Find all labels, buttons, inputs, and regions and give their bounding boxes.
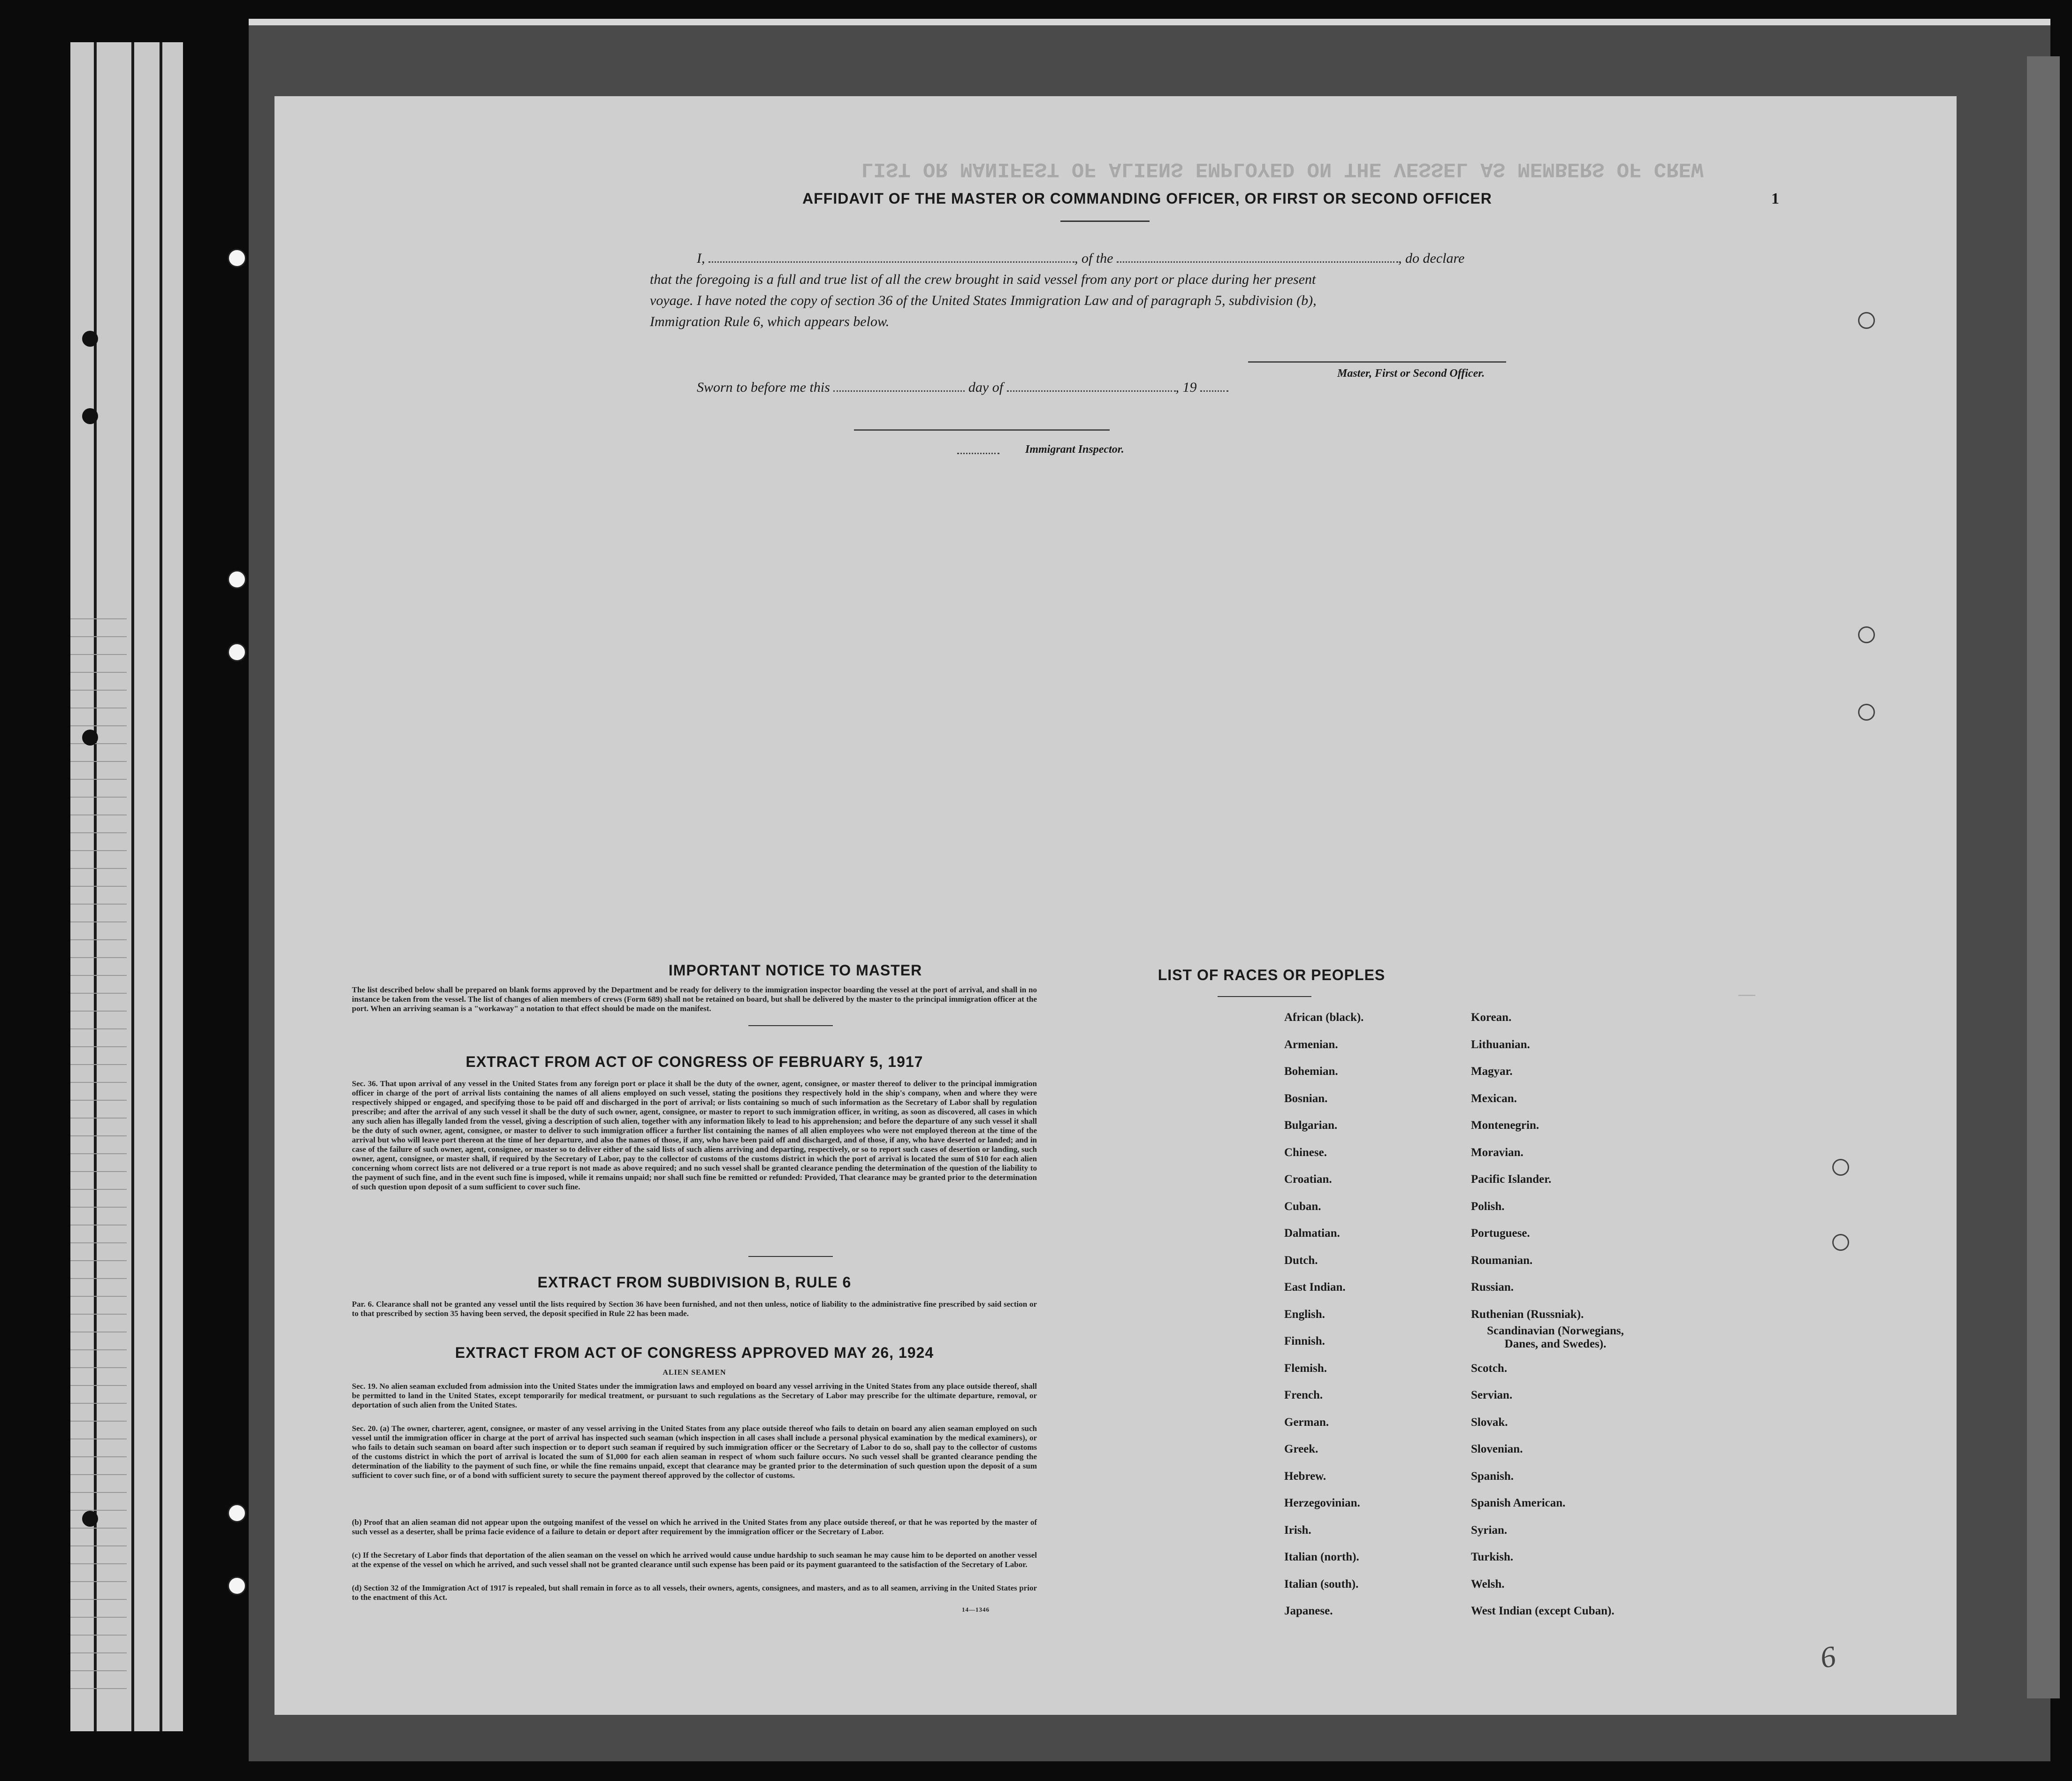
race-item: Lithuanian. xyxy=(1471,1038,1530,1051)
punch-hole-icon xyxy=(228,643,246,662)
extract-rule6-body: Par. 6. Clearance shall not be granted any vessel until the lists required by Section 36 have been furnished, and not then unless, notice of liability to the administrative fine prescribed by said section or to that prescribed by section 35 having been served, the deposit specified in Rule 22 has been made. xyxy=(352,1300,1037,1318)
inspector-dots xyxy=(957,453,999,454)
race-item: Turkish. xyxy=(1471,1551,1514,1563)
race-item: Spanish American. xyxy=(1471,1497,1566,1509)
race-item: African (black). xyxy=(1284,1011,1364,1024)
ledger-grid xyxy=(70,610,127,1689)
race-item: Bulgarian. xyxy=(1284,1119,1338,1132)
race-item: Irish. xyxy=(1284,1523,1311,1537)
races-list-title: LIST OF RACES OR PEOPLES xyxy=(1158,967,1386,983)
race-item: East Indian. xyxy=(1284,1281,1346,1294)
race-item: Korean. xyxy=(1471,1011,1512,1024)
alien-seamen-subtitle: ALIEN SEAMEN xyxy=(663,1369,726,1377)
races-title-rule xyxy=(1218,996,1311,997)
form-code: 14—1346 xyxy=(962,1606,990,1613)
race-item: Italian (south). xyxy=(1284,1577,1359,1591)
race-item: Croatian. xyxy=(1284,1173,1332,1186)
sworn-mid: day of xyxy=(968,380,1004,395)
vessel-blank[interactable] xyxy=(1117,252,1398,263)
inspector-signature-line[interactable] xyxy=(854,429,1110,431)
extract-1917-title: EXTRACT FROM ACT OF CONGRESS OF FEBRUARY 5, 1917 xyxy=(465,1053,923,1070)
binder-line xyxy=(131,42,134,1731)
punch-hole-icon xyxy=(228,249,246,267)
page-number: 1 xyxy=(1771,190,1779,207)
sec-20b-body: (b) Proof that an alien seaman did not appear upon the outgoing manifest of the vessel on which he arrived in the United States from any place outside thereof, or that he was reported by the master of such vessel as a deserter, shall be prima facie evidence of a failure to detain or deport after requirement by the immigration officer or the Secretary of Labor. xyxy=(352,1518,1037,1536)
affidavit-line1-end: , do declare xyxy=(1398,251,1465,266)
day-blank[interactable] xyxy=(833,381,965,392)
sec-20-body: Sec. 20. (a) The owner, charterer, agent, consignee, or master of any vessel arriving in the United States from any place outside thereof who fails to detain on board any alien seaman employed on such vessel until the immigration officer in charge at the port of arrival has inspected such seaman (which inspection in all cases shall include a personal physical examination by the medical examiners), or who fails to detain such seaman on board after such inspection or to deport such seaman if required by such immigration officer or the Secretary of Labor to do so, shall pay to the collector of customs of the customs district in which the port of arrival is located the sum of $1,000 for each alien seaman in respect of whom such failure occurs. No such vessel shall be granted clearance pending the determination of the liability to the payment of such fine, or while the fine remains unpaid, except that clearance may be granted prior to the determination of such question upon the deposit of a sum sufficient to cover such fine, or of a bond with sufficient surety to secure the payment thereof approved by the collector of customs. xyxy=(352,1424,1037,1480)
notice-title: IMPORTANT NOTICE TO MASTER xyxy=(668,962,922,979)
punch-hole-icon xyxy=(228,1504,246,1522)
bleed-through-mark: —— xyxy=(1738,988,1756,1004)
race-item: Scandinavian (Norwegians, Danes, and Swedes). xyxy=(1487,1324,1624,1350)
master-signature-label: Master, First or Second Officer. xyxy=(1337,367,1485,380)
race-item: Syrian. xyxy=(1471,1523,1508,1537)
sec-19-body: Sec. 19. No alien seaman excluded from admission into the United States under the immigration laws and employed on board any vessel arriving in the United States from any place outside thereof, shall be permitted to land in the United States, except temporarily for medical treatment, or pursuant to such regulations as the Secretary of Labor may prescribe for the ultimate departure, removal, or deportation of such alien from the United States. xyxy=(352,1382,1037,1409)
race-item: Japanese. xyxy=(1284,1605,1333,1617)
name-blank[interactable] xyxy=(708,252,1074,263)
year-blank[interactable] xyxy=(1200,381,1228,392)
race-item: Flemish. xyxy=(1284,1362,1327,1375)
race-item: Cuban. xyxy=(1284,1200,1321,1213)
binder-hole-icon xyxy=(82,1511,98,1527)
affidavit-line-3: voyage. I have noted the copy of section 36 of the United States Immigration Law and of paragraph 5, subdivision (b), xyxy=(650,293,1317,308)
bleed-through-text: LIST OR MANIFEST OF ALIENS EMPLOYED ON THE VESSEL AS MEMBERS OF CREW xyxy=(861,157,1704,181)
race-item: Armenian. xyxy=(1284,1038,1338,1051)
race-item: Portuguese. xyxy=(1471,1227,1530,1240)
extract-1924-title: EXTRACT FROM ACT OF CONGRESS APPROVED MAY 26, 1924 xyxy=(455,1344,934,1361)
race-item: Magyar. xyxy=(1471,1065,1513,1078)
binder-hole-icon xyxy=(82,331,98,347)
race-item: Finnish. xyxy=(1284,1335,1325,1347)
race-item: Chinese. xyxy=(1284,1146,1327,1159)
extract-rule6-title: EXTRACT FROM SUBDIVISION B, RULE 6 xyxy=(537,1274,852,1291)
race-item: Roumanian. xyxy=(1471,1254,1533,1267)
right-binder-strip xyxy=(2027,56,2060,1698)
sec-20d-body: (d) Section 32 of the Immigration Act of 1917 is repealed, but shall remain in force as to all vessels, their owners, agents, consignees, and masters, and as to all seamen, arriving in the United States prior to the enactment of this Act. xyxy=(352,1583,1037,1602)
affidavit-line1-mid: , of the xyxy=(1074,251,1113,266)
ring-mark-icon xyxy=(1858,626,1875,643)
race-item: Mexican. xyxy=(1471,1092,1517,1105)
affidavit-line-1 xyxy=(697,249,1464,268)
race-item: Welsh. xyxy=(1471,1577,1505,1591)
race-item: Slovak. xyxy=(1471,1416,1508,1429)
binder-line xyxy=(160,42,162,1731)
affidavit-line-2: that the foregoing is a full and true list of all the crew brought in said vessel from any port or place during her present xyxy=(650,272,1316,287)
race-item: Bosnian. xyxy=(1284,1092,1328,1105)
race-item: Montenegrin. xyxy=(1471,1119,1539,1132)
race-item: Scotch. xyxy=(1471,1362,1508,1375)
section-rule xyxy=(748,1256,833,1257)
ring-mark-icon xyxy=(1832,1234,1849,1251)
sec-20c-body: (c) If the Secretary of Labor finds that deportation of the alien seaman on the vessel on which he arrived would cause undue hardship to such seaman he may cause him to be deported on another vessel at the expense of the vessel on which he arrived, and such vessel shall not be granted clearance until such expense has been paid or its payment guaranteed to the satisfaction of the Secretary of Labor. xyxy=(352,1551,1037,1569)
race-item: Hebrew. xyxy=(1284,1469,1326,1483)
title-rule xyxy=(1060,221,1150,222)
race-item: Greek. xyxy=(1284,1443,1318,1455)
binder-hole-icon xyxy=(82,730,98,746)
affidavit-title: AFFIDAVIT OF THE MASTER OR COMMANDING OFFICER, OR FIRST OR SECOND OFFICER xyxy=(802,190,1492,207)
notice-body: The list described below shall be prepared on blank forms approved by the Department and be ready for delivery to the immigration inspector boarding the vessel at the port of arrival, and shall in no instance be taken from the vessel. The list of changes of alien members of crews (Form 689) shall not be retained on board, but shall be delivered by the master to the principal immigration officer at the port. When an arriving seaman is a "workaway" a notation to that effect should be made on the manifest. xyxy=(352,985,1037,1013)
race-item: Polish. xyxy=(1471,1200,1505,1213)
race-item: Moravian. xyxy=(1471,1146,1524,1159)
punch-hole-icon xyxy=(228,1576,246,1595)
race-item: English. xyxy=(1284,1308,1325,1321)
inspector-label: Immigrant Inspector. xyxy=(1025,443,1124,456)
affidavit-line-4: Immigration Rule 6, which appears below. xyxy=(650,314,890,329)
sworn-start: Sworn to before me this xyxy=(697,380,830,395)
race-item: Ruthenian (Russniak). xyxy=(1471,1308,1584,1321)
ring-mark-icon xyxy=(1858,312,1875,329)
handwritten-mark: 6 xyxy=(1817,1639,1838,1675)
ring-mark-icon xyxy=(1832,1159,1849,1176)
master-signature-line[interactable] xyxy=(1248,361,1506,363)
sworn-line xyxy=(697,378,1228,397)
extract-1917-body: Sec. 36. That upon arrival of any vessel in the United States from any foreign port or place it shall be the duty of the owner, agent, consignee, or master thereof to deliver to the principal immigration officer in charge of the port of arrival lists containing the names of all aliens employed on such vessel, stating the positions they respectively hold in the ship's company, when and where they were respectively shipped or engaged, and specifying those to be paid off and discharged in the port of arrival; or lists containing so much of such information as the Secretary of Labor shall by regulation prescribe; and after the arrival of any such vessel it shall be the duty of such owner, agent, consignee, or master to report to such immigration officer, in writing, as soon as discovered, all cases in which any such alien has illegally landed from the vessel, giving a description of such alien, together with any information likely to lead to his apprehension; and before the departure of any such vessel it shall be the duty of such owner, agent, consignee, or master to deliver to such immigration officer a further list containing the names of all alien employees who were not employed thereon at the time of the arrival but who will leave port thereon at the time of her departure, and also the names of those, if any, who have been paid off and discharged, and of those, if any, who have deserted or landed; and in case of the failure of such owner, agent, consignee, or master so to deliver either of the said lists of such aliens arriving and departing, respectively, or so to report such cases of desertion or landing, such owner, agent, consignee, or master shall, if required by the Secretary of Labor, pay to the collector of customs of the customs district in which the port of arrival is located the sum of $10 for each alien concerning whom correct lists are not delivered or a true report is not made as above required; and no such vessel shall be granted clearance pending the determination of the question of the liability to the payment of such fine, and in the event such fine is imposed, while it remains unpaid; nor shall such fine be remitted or refunded: Provided, That clearance may be granted prior to the determination of such question upon deposit of a sum sufficient to cover such fine. xyxy=(352,1079,1037,1191)
race-item: French. xyxy=(1284,1389,1323,1401)
race-item: Herzegovinian. xyxy=(1284,1497,1360,1509)
race-item: Italian (north). xyxy=(1284,1551,1359,1563)
race-item: Spanish. xyxy=(1471,1469,1514,1483)
month-blank[interactable] xyxy=(1007,381,1176,392)
race-item: Dalmatian. xyxy=(1284,1227,1340,1240)
race-item: German. xyxy=(1284,1416,1329,1429)
race-item: Dutch. xyxy=(1284,1254,1318,1267)
section-rule xyxy=(748,1025,833,1026)
race-item: West Indian (except Cuban). xyxy=(1471,1605,1615,1617)
race-item: Servian. xyxy=(1471,1389,1513,1401)
ring-mark-icon xyxy=(1858,704,1875,721)
affidavit-line1-start: I, xyxy=(697,251,705,266)
race-item: Bohemian. xyxy=(1284,1065,1338,1078)
race-item: Pacific Islander. xyxy=(1471,1173,1552,1186)
punch-hole-icon xyxy=(228,570,246,589)
sworn-end: , 19 xyxy=(1175,380,1197,395)
manifest-page xyxy=(274,96,1957,1715)
race-item: Russian. xyxy=(1471,1281,1514,1294)
race-item: Slovenian. xyxy=(1471,1443,1523,1455)
binder-hole-icon xyxy=(82,408,98,424)
